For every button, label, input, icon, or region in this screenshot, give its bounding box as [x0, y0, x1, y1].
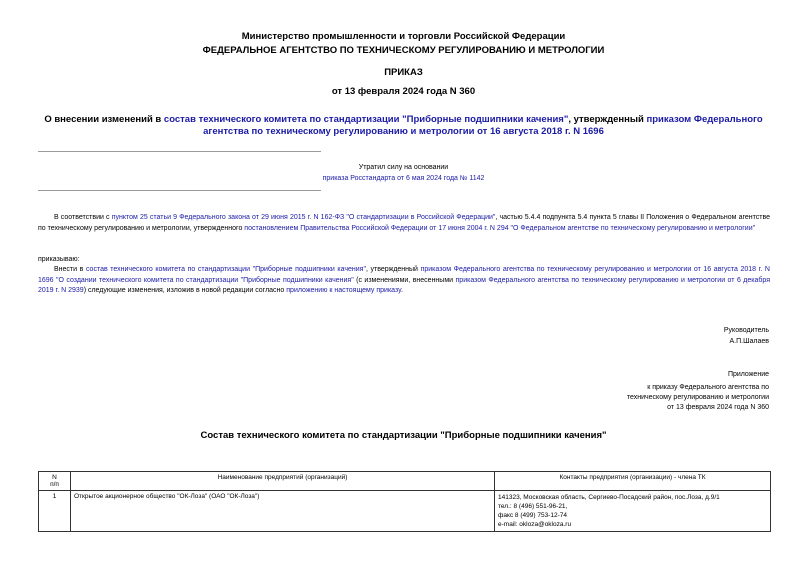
paragraph-orders: приказываю: [38, 256, 80, 263]
contact-fax: факс 8 (499) 753-12-74 [498, 512, 567, 519]
title-text-1: О внесении изменений в [44, 114, 164, 125]
p3-text-b: , утвержденный [365, 266, 421, 273]
page-title [30, 114, 777, 138]
document-type: ПРИКАЗ [384, 67, 423, 78]
signature-name: А.П.Шалаев [729, 337, 769, 345]
table-header-row [39, 472, 771, 491]
committee-table [38, 471, 771, 532]
p3-text-c: (с изменениями, внесенными [353, 276, 456, 284]
title-link-order[interactable]: приказом Федерального агентства по техническому регулированию и метрологии от 16 августа 2018 г. N 1696 [203, 114, 763, 137]
p1-text-a: В соответствии с [54, 214, 112, 221]
p3-order-2939-link[interactable]: приказом Федерального агентства по техническому регулированию и метрологии от 6 декабря 2019 г. N 2939 [38, 276, 770, 294]
row-org: Открытое акционерное общество "ОК-Лоза" (ОАО "ОК-Лоза") [71, 491, 495, 532]
lost-force-link[interactable] [0, 175, 807, 182]
ministry-name: Министерство промышленности и торговли Российской Федерации [241, 31, 566, 42]
appendix-label: Приложение [727, 371, 769, 378]
agency-name: ФЕДЕРАЛЬНОЕ АГЕНТСТВО ПО ТЕХНИЧЕСКОМУ РЕГУЛИРОВАНИЮ И МЕТРОЛОГИИ [202, 45, 605, 56]
p1-text-b: , частью 5.4.4 подпункта 5.4 пункта 5 главы II Положения о Федеральном агентстве по техническому регулированию и метрологии, утвержденного [38, 214, 771, 232]
signature-role: Руководитель [723, 327, 769, 334]
header-contacts: Контакты предприятия (организации) - члена ТК [495, 472, 771, 491]
table-row [39, 491, 771, 532]
table-title: Состав технического комитета по стандартизации "Приборные подшипники качения" [200, 430, 607, 441]
document-date-number: от 13 февраля 2024 года N 360 [331, 86, 476, 97]
lost-force-label: Утратил силу на основании [358, 164, 449, 171]
header-num: N п/п [39, 472, 71, 491]
header-org: Наименование предприятий (организаций) [71, 472, 495, 491]
p3-committee-link[interactable]: состав технического комитета по стандартизации "Приборные подшипники качения" [85, 266, 366, 273]
contact-address: 141323, Московская область, Сергиево-Посадский район, пос.Лоза, д.9/1 [498, 494, 720, 501]
paragraph-basis [38, 213, 770, 234]
contact-phone: тел.: 8 (496) 551-96-21, [498, 503, 568, 510]
signature-block [724, 326, 769, 347]
divider-bottom [38, 190, 321, 191]
lost-force-order-link[interactable]: приказа Росстандарта от 6 мая 2024 года № 1142 [322, 175, 485, 182]
p3-order-1696-link[interactable]: приказом Федерального агентства по техническому регулированию и метрологии от 16 августа 2018 г. N 1696 "О создании технического комитета по стандартизации "Приборные подшипники качения" [38, 266, 770, 284]
row-contacts [495, 491, 771, 532]
p3-appendix-link[interactable]: приложению к настоящему приказу [286, 287, 401, 294]
row-num: 1 [39, 491, 71, 532]
p3-text-d: ) следующие изменения, изложив в новой редакции согласно [83, 287, 287, 294]
title-link-committee[interactable]: состав технического комитета по стандартизации "Приборные подшипники качения" [163, 114, 569, 125]
divider-top [38, 151, 321, 152]
contact-email: e-mail: okloza@okloza.ru [498, 521, 572, 528]
appendix-line-3: от 13 февраля 2024 года N 360 [667, 404, 769, 411]
p3-text-e: . [400, 287, 403, 294]
appendix-line-1: к приказу Федерального агентства по [647, 384, 769, 391]
p1-law-link[interactable]: пунктом 25 статьи 9 Федерального закона от 29 июня 2015 г. N 162-ФЗ "О стандартизации в Российской Федерации" [111, 214, 496, 221]
paragraph-amendment [38, 265, 770, 297]
p3-text-a: Внести в [54, 266, 86, 273]
appendix-block [627, 370, 769, 413]
appendix-line-2: техническому регулированию и метрологии [626, 394, 769, 401]
p1-resolution-link[interactable]: постановлением Правительства Российской Федерации от 17 июня 2004 г. N 294 "О Федеральном агентстве по техническому регулированию и метрологии" [244, 224, 756, 232]
title-text-2: , утвержденный [568, 114, 647, 125]
